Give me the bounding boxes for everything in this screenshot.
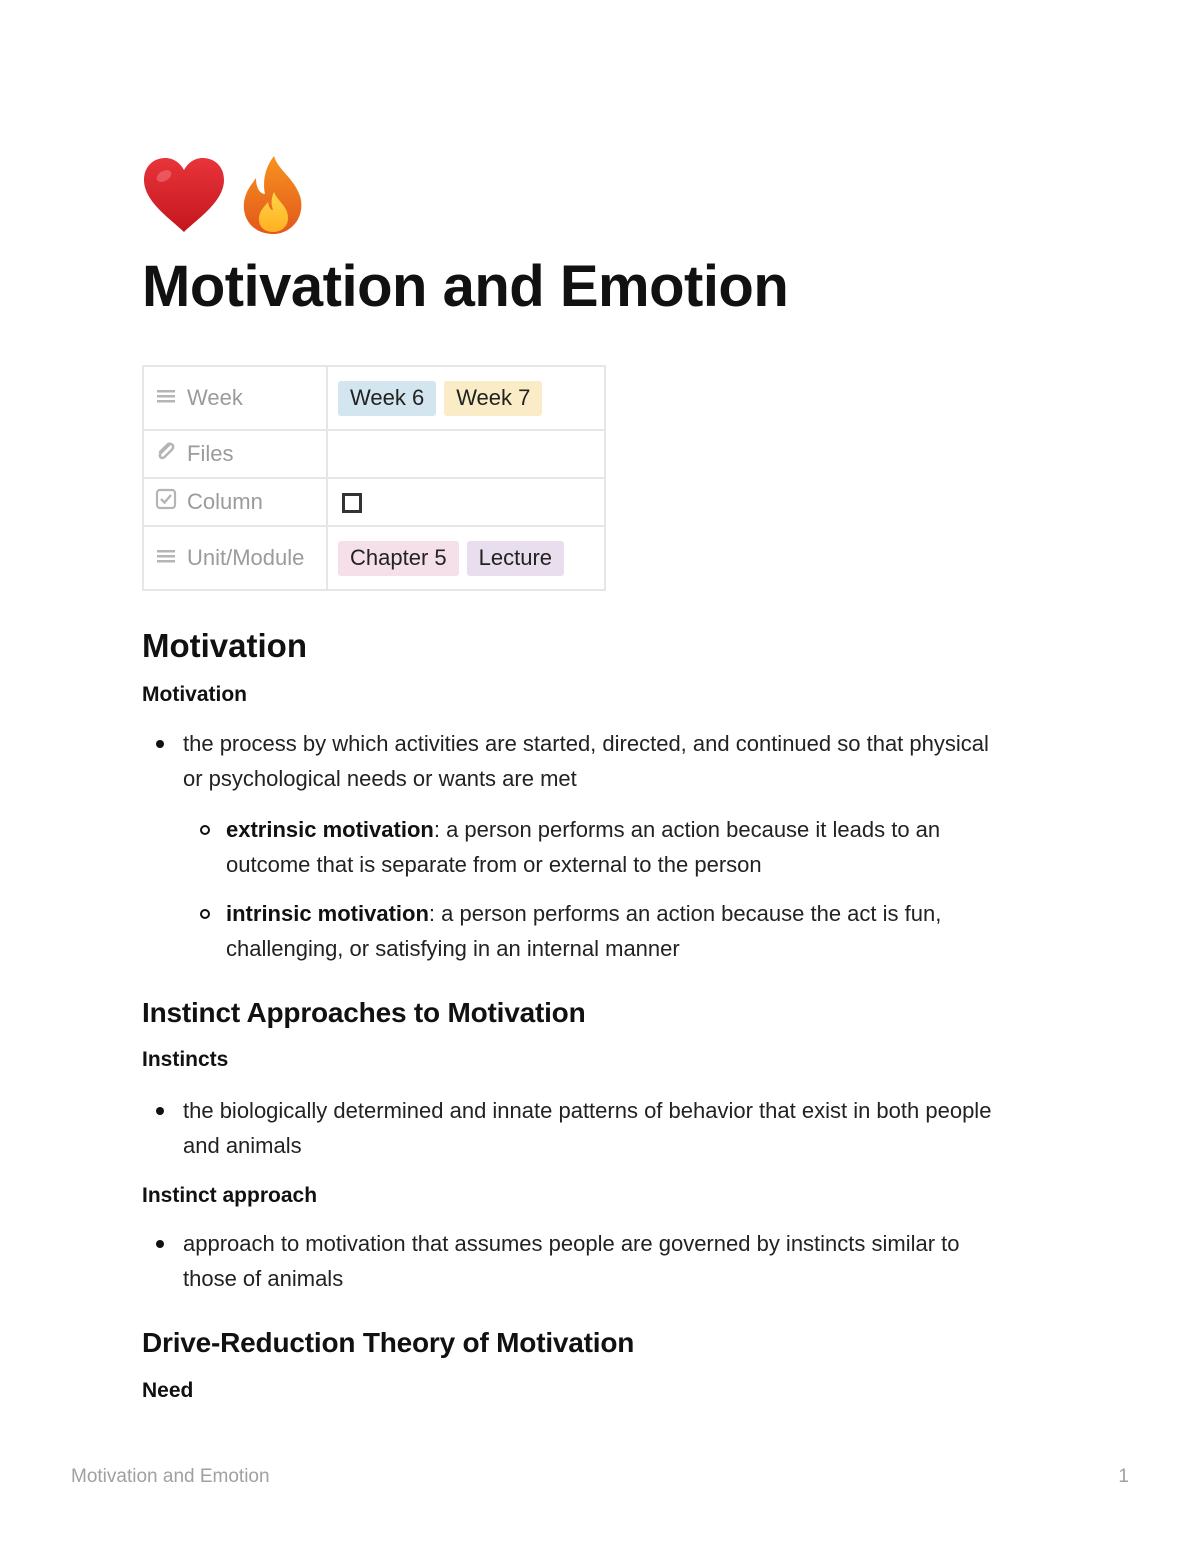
heart-icon bbox=[142, 156, 226, 234]
list-item: extrinsic motivation: a person performs an action because it leads to an outcome that is separate from or external to the person bbox=[226, 812, 940, 882]
list-icon bbox=[155, 545, 177, 571]
heading-instinct: Instinct Approaches to Motivation bbox=[142, 997, 586, 1028]
list-item: intrinsic motivation: a person performs an action because the act is fun, challenging, or satisfying in an internal manner bbox=[226, 896, 941, 966]
term-instincts: Instincts bbox=[142, 1048, 229, 1071]
list-item: approach to motivation that assumes people are governed by instincts similar to those of animals bbox=[183, 1226, 960, 1296]
column-checkbox[interactable] bbox=[342, 493, 362, 513]
bullet-icon bbox=[200, 825, 210, 835]
tag-lecture[interactable]: Lecture bbox=[467, 541, 564, 576]
bullet-icon bbox=[200, 909, 210, 919]
properties-table bbox=[142, 365, 606, 591]
page-number: 1 bbox=[1118, 1466, 1129, 1487]
property-label: Unit/Module bbox=[187, 545, 305, 570]
property-row-unit bbox=[143, 526, 605, 590]
fire-icon bbox=[240, 154, 306, 236]
property-key[interactable] bbox=[143, 526, 327, 590]
bullet-icon bbox=[156, 1107, 164, 1115]
list-icon bbox=[155, 385, 177, 411]
heading-motivation: Motivation bbox=[142, 627, 307, 664]
heading-drive-reduction: Drive-Reduction Theory of Motivation bbox=[142, 1327, 635, 1358]
property-key[interactable] bbox=[143, 478, 327, 526]
property-key[interactable] bbox=[143, 430, 327, 478]
page-icon-row bbox=[142, 150, 306, 240]
tag-chapter-5[interactable]: Chapter 5 bbox=[338, 541, 459, 576]
property-value bbox=[327, 478, 605, 526]
property-row-week bbox=[143, 366, 605, 430]
tag-week-6[interactable]: Week 6 bbox=[338, 381, 436, 416]
paperclip-icon bbox=[155, 440, 177, 468]
page-title: Motivation and Emotion bbox=[142, 254, 789, 319]
bullet-icon bbox=[156, 740, 164, 748]
checkbox-icon bbox=[155, 488, 177, 516]
property-label: Column bbox=[187, 489, 263, 514]
property-label: Week bbox=[187, 385, 243, 410]
property-row-files bbox=[143, 430, 605, 478]
property-key[interactable] bbox=[143, 366, 327, 430]
footer-title: Motivation and Emotion bbox=[71, 1466, 270, 1487]
property-value-empty[interactable] bbox=[327, 430, 605, 478]
term-need: Need bbox=[142, 1379, 194, 1402]
term-motivation: Motivation bbox=[142, 683, 247, 706]
bullet-icon bbox=[156, 1240, 164, 1248]
property-label: Files bbox=[187, 441, 234, 466]
property-value[interactable] bbox=[327, 366, 605, 430]
tag-week-7[interactable]: Week 7 bbox=[444, 381, 542, 416]
list-item: the biologically determined and innate patterns of behavior that exist in both people and animals bbox=[183, 1093, 991, 1163]
property-row-column bbox=[143, 478, 605, 526]
term-instinct-approach: Instinct approach bbox=[142, 1184, 318, 1207]
list-item: the process by which activities are started, directed, and continued so that physical or psychological needs or wants are met bbox=[183, 726, 989, 796]
property-value[interactable] bbox=[327, 526, 605, 590]
